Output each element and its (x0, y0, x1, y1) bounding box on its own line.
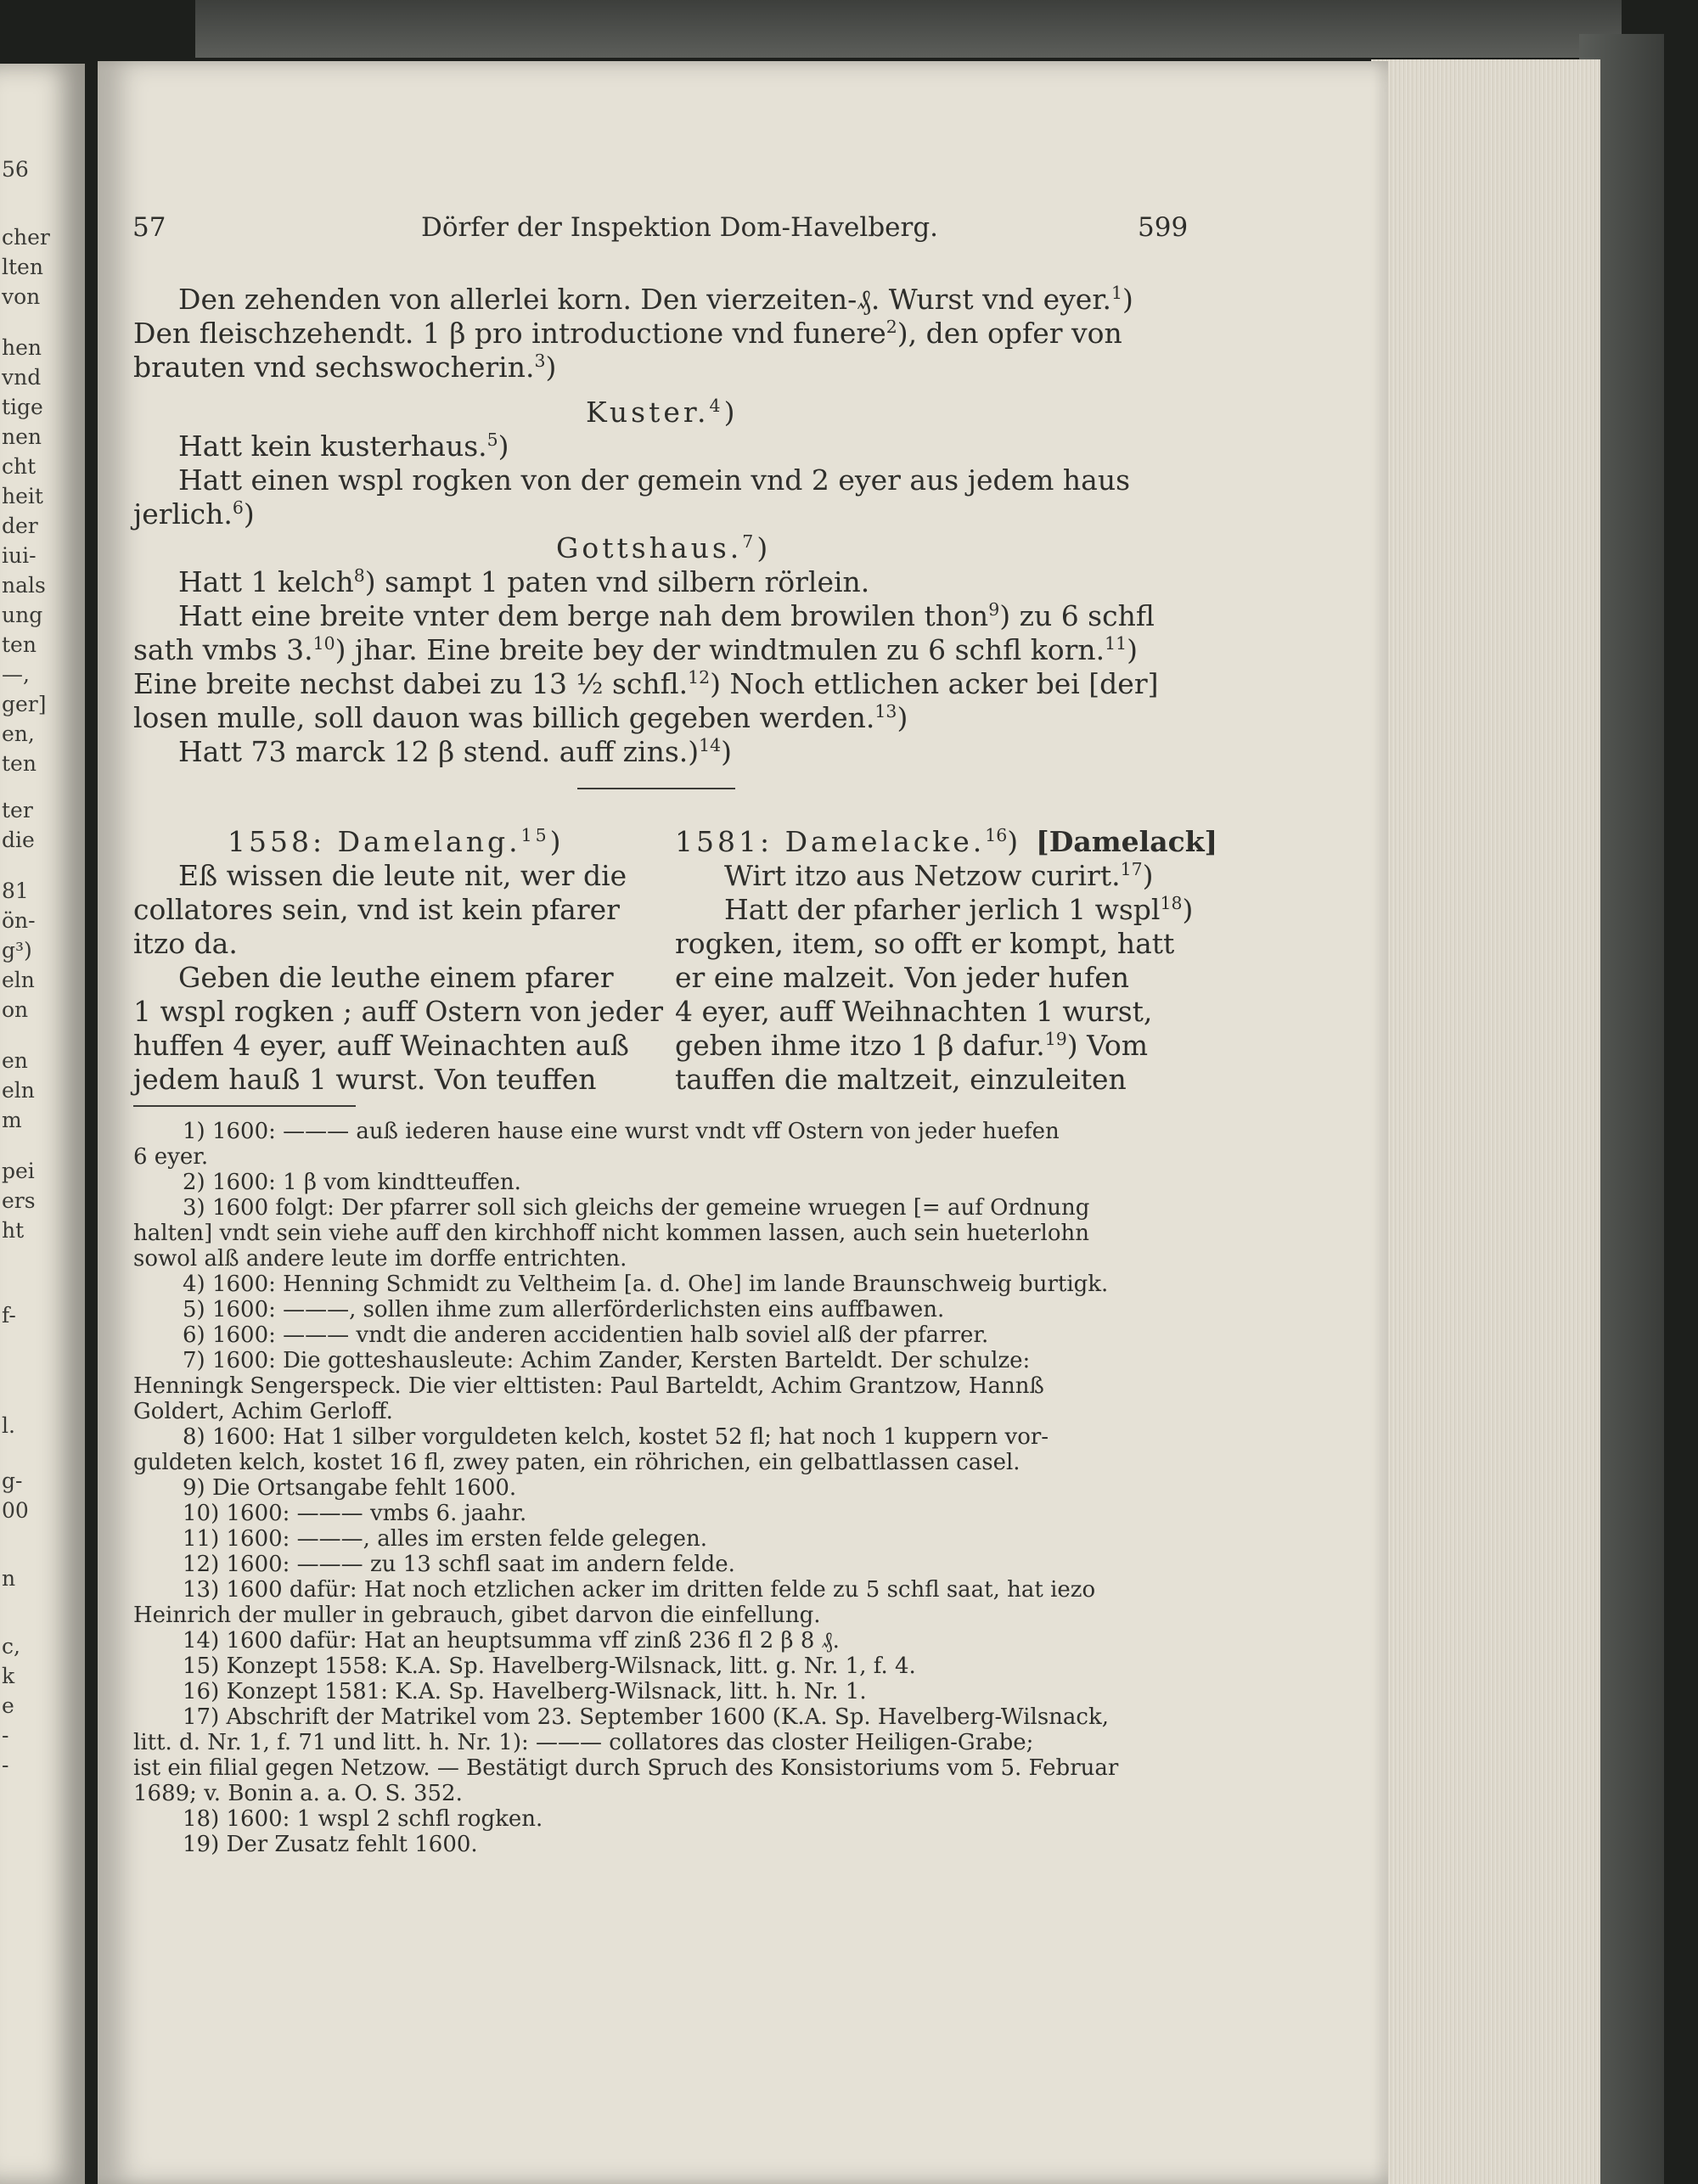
right-col-line-6 (675, 1029, 1148, 1063)
text-segment: ) sampt 1 paten vnd silbern rörlein. (364, 565, 870, 598)
text-line-11 (133, 701, 908, 735)
left-page-fragment: nals (2, 573, 46, 598)
text-segment: Hatt eine breite vnter dem berge nah dem browilen thon (178, 599, 989, 632)
left-page-fragment: iui- (2, 543, 37, 568)
left-page-fragment: - (2, 1753, 9, 1777)
left-page-fragment: ön- (2, 908, 36, 933)
text-segment: Eine breite nechst dabei zu 13 ½ schfl. (133, 667, 689, 700)
text-segment: Den zehenden von allerlei korn. Den vierzeiten- (178, 283, 857, 316)
footnote-line: 17) Abschrift der Matrikel vom 23. September 1600 (K.A. Sp. Havelberg-Wilsnack, (183, 1704, 1109, 1730)
left-page-fragment: c, (2, 1634, 20, 1659)
footnote-ref: 7 (742, 531, 757, 552)
left-col-line: huffen 4 eyer, auff Weinachten auß (133, 1029, 629, 1062)
heading-text: 1558: Damelang. (228, 825, 521, 858)
left-page-fragment: g³) (2, 938, 32, 963)
text-segment: ) (1182, 893, 1194, 926)
left-page-fragment: der (2, 514, 38, 538)
footnote-line: litt. d. Nr. 1, f. 71 und litt. h. Nr. 1): ——— collatores das closter Heiligen-Grabe; (133, 1730, 1034, 1755)
footnote-divider (133, 1105, 356, 1107)
footnote-ref: 2 (886, 317, 897, 337)
text-segment: . Wurst vnd eyer. (870, 283, 1111, 316)
left-page-fragment: die (2, 828, 35, 852)
footnote-line: 13) 1600 dafür: Hat noch etzlichen acker im dritten felde zu 5 schfl saat, hat iezo (183, 1577, 1096, 1603)
left-page-fragment: eln (2, 1078, 35, 1103)
right-col-line-3: rogken, item, so offt er kompt, hatt (675, 927, 1175, 960)
section-divider (577, 788, 735, 789)
text-segment: stend. auff zins.) (454, 735, 700, 768)
right-col-line-4: er eine malzeit. Von jeder hufen (675, 961, 1129, 994)
footnote-line: 5) 1600: ———, sollen ihme zum allerförderlichsten eins auffbawen. (183, 1297, 945, 1322)
text-segment: ) (498, 430, 509, 463)
left-page-fragment: f- (2, 1303, 16, 1328)
left-page-fragment: 56 (2, 157, 29, 182)
text-line-12 (178, 735, 732, 769)
footnote-line: halten] vndt sein viehe auff den kirchhoff nicht kommen lassen, auch sein hueterlohn (133, 1221, 1089, 1246)
text-segment: dafur. (953, 1029, 1045, 1062)
footnote-line: 6) 1600: ——— vndt die anderen accidentien halb soviel alß der pfarrer. (183, 1322, 989, 1348)
page-title: Dörfer der Inspektion Dom-Havelberg. (421, 212, 939, 243)
text-line-7 (178, 565, 869, 599)
heading-kuster (586, 396, 738, 430)
heading-gottshaus (556, 531, 771, 565)
text-segment: pro introductione vnd funere (465, 317, 886, 350)
footnote-ref: 14 (699, 735, 722, 755)
footnote-ref: 6 (232, 497, 244, 518)
text-segment: losen mulle, soll dauon was billich gegeben werden. (133, 701, 875, 734)
text-segment: ) zu 6 schfl (999, 599, 1155, 632)
left-page-fragment: e (2, 1693, 14, 1718)
text-segment: ) (1142, 859, 1154, 892)
right-col-line-2 (724, 893, 1193, 927)
footnote-line: 18) 1600: 1 wspl 2 schfl rogken. (183, 1806, 543, 1832)
footnote-ref: 16 (985, 825, 1008, 845)
left-page-fragment: cht (2, 454, 37, 479)
text-segment: Hatt 1 kelch (178, 565, 354, 598)
left-page-edge (0, 64, 85, 2184)
text-line-8 (178, 599, 1155, 633)
footnote-line: 6 eyer. (133, 1144, 209, 1170)
text-segment: ) (243, 497, 255, 531)
heading-text: Gottshaus. (556, 531, 743, 564)
footnote-ref: 13 (874, 701, 897, 721)
text-segment: ) (1007, 825, 1019, 858)
heading-1558 (228, 825, 565, 859)
right-col-line-1 (724, 859, 1153, 893)
place-name-bracket: [Damelack] (1036, 825, 1218, 858)
text-segment: ) Noch ettlichen acker bei [der] (710, 667, 1159, 700)
left-page-fragment: en (2, 1048, 28, 1073)
footnote-line: 1689; v. Bonin a. a. O. S. 352. (133, 1781, 463, 1806)
footnote-line: 2) 1600: 1 β vom kindtteuffen. (183, 1170, 521, 1195)
text-segment: sath vmbs 3. (133, 633, 313, 666)
text-line-9 (133, 633, 1138, 667)
footnote-ref: 10 (312, 633, 335, 654)
schilling-sign: β (449, 317, 466, 350)
left-page-fragment: nen (2, 424, 42, 449)
footnote-ref: 3 (534, 351, 546, 371)
footnote-ref: 4 (709, 396, 724, 416)
left-page-fragment: on (2, 997, 29, 1022)
footnote-ref: 1 (1110, 283, 1122, 303)
text-line-4 (178, 430, 509, 463)
footnote-line: 3) 1600 folgt: Der pfarrer soll sich gleichs der gemeine wruegen [= auf Ordnung (183, 1195, 1090, 1221)
footnote-ref: 12 (688, 667, 711, 688)
text-segment: ) (1122, 283, 1133, 316)
text-segment: brauten vnd sechswocherin. (133, 351, 535, 384)
text-segment: ) (723, 396, 739, 429)
footnote-line: 14) 1600 dafür: Hat an heuptsumma vff zinß 236 fl 2 β 8 ₰. (183, 1628, 840, 1653)
footnote-line: guldeten kelch, kostet 16 fl, zwey paten, ein röhrichen, ein gelbattlassen casel. (133, 1450, 1020, 1475)
page-edges (1371, 59, 1600, 2184)
left-col-line: Eß wissen die leute nit, wer die (178, 859, 627, 892)
left-page-fragment: n (2, 1566, 16, 1591)
heading-text: Kuster. (586, 396, 710, 429)
footnote-line: sowol alß andere leute im dorffe entrichten. (133, 1246, 627, 1272)
book-cover-top (195, 0, 1622, 58)
footnote-line: 11) 1600: ———, alles im ersten felde gelegen. (183, 1526, 707, 1552)
footnote-line: Goldert, Achim Gerloff. (133, 1399, 393, 1424)
pfennig-sign: ₰ (857, 283, 871, 316)
left-page-fragment: ers (2, 1188, 36, 1213)
left-page-fragment: —, (2, 662, 30, 687)
left-page-fragment: m (2, 1108, 22, 1132)
footnote-ref: 19 (1044, 1029, 1067, 1049)
text-line-5: Hatt einen wspl rogken von der gemein vnd 2 eyer aus jedem haus (178, 463, 1131, 497)
left-page-fragment: l. (2, 1413, 15, 1438)
schilling-sign: β (438, 735, 455, 768)
right-col-line-7: tauffen die maltzeit, einzuleiten (675, 1063, 1127, 1096)
text-segment: ) Vom (1066, 1029, 1149, 1062)
text-line-3 (133, 351, 556, 385)
footnote-line: 16) Konzept 1581: K.A. Sp. Havelberg-Wilsnack, litt. h. Nr. 1. (183, 1679, 867, 1704)
left-page-fragment: - (2, 1723, 9, 1748)
left-page-fragment: cher (2, 225, 50, 250)
left-page-fragment: heit (2, 484, 43, 508)
left-page-fragment: 81 (2, 879, 29, 903)
text-segment: ) jhar. Eine breite bey der windtmulen zu 6 schfl korn. (335, 633, 1105, 666)
left-col-line: collatores sein, vnd ist kein pfarer (133, 893, 620, 926)
footnote-ref: 5 (486, 430, 498, 450)
left-col-line: itzo da. (133, 927, 238, 960)
text-segment: ) (756, 531, 772, 564)
footnote-ref: 11 (1105, 633, 1127, 654)
footnote-ref: 9 (988, 599, 1000, 620)
footnote-line: 8) 1600: Hat 1 silber vorguldeten kelch, kostet 52 fl; hat noch 1 kuppern vor- (183, 1424, 1049, 1450)
footnote-line: 7) 1600: Die gotteshausleute: Achim Zander, Kersten Barteldt. Der schulze: (183, 1348, 1031, 1373)
page-number: 599 (1138, 212, 1189, 243)
footnote-ref: 17 (1120, 859, 1143, 879)
left-page-fragment: vnd (2, 365, 42, 390)
left-col-line: 1 wspl rogken ; auff Ostern von jeder (133, 995, 664, 1028)
text-line-10 (133, 667, 1158, 701)
left-col-line: jedem hauß 1 wurst. Von teuffen (133, 1063, 597, 1096)
left-page-fragment: tige (2, 395, 43, 419)
left-col-line: Geben die leuthe einem pfarer (178, 961, 614, 994)
text-segment: ) (549, 825, 565, 858)
footnote-ref: 15 (520, 825, 550, 845)
left-page-fragment: eln (2, 968, 35, 992)
footnote-line: 1) 1600: ——— auß iederen hause eine wurst vndt vff Ostern von jeder huefen (183, 1119, 1060, 1144)
left-page-fragment: von (2, 284, 41, 309)
text-line-2 (133, 317, 1122, 351)
text-segment: jerlich. (133, 497, 233, 531)
text-line-1 (178, 283, 1133, 317)
right-col-line-5: 4 eyer, auff Weihnachten 1 wurst, (675, 995, 1153, 1028)
heading-1581 (675, 825, 1217, 859)
footnote-line: 10) 1600: ——— vmbs 6. jaahr. (183, 1501, 527, 1526)
text-line-6 (133, 497, 255, 531)
footnote-line: Heinrich der muller in gebrauch, gibet darvon die einfellung. (133, 1603, 821, 1628)
text-segment: Den fleischzehendt. 1 (133, 317, 450, 350)
header-left-number: 57 (132, 212, 166, 243)
heading-text: 1581: Damelacke. (675, 825, 986, 858)
left-page-fragment: k (2, 1664, 15, 1688)
left-page-fragment: ten (2, 632, 37, 657)
text-segment: Hatt der pfarher jerlich 1 wspl (724, 893, 1161, 926)
text-segment: ), den opfer von (897, 317, 1122, 350)
footnote-ref: 8 (353, 565, 365, 586)
left-page-fragment: en, (2, 721, 35, 746)
left-page-fragment: ter (2, 798, 33, 823)
left-page-fragment: g- (2, 1468, 23, 1493)
left-page-fragment: pei (2, 1159, 35, 1183)
footnote-line: 4) 1600: Henning Schmidt zu Veltheim [a. d. Ohe] im lande Braunschweig burtigk. (183, 1272, 1109, 1297)
text-segment: ) (897, 701, 908, 734)
footnote-line: 19) Der Zusatz fehlt 1600. (183, 1832, 478, 1857)
text-segment: ) (1127, 633, 1139, 666)
left-page-fragment: ht (2, 1218, 25, 1243)
footnote-ref: 18 (1160, 893, 1183, 913)
text-segment: Wirt itzo aus Netzow curirt. (724, 859, 1121, 892)
text-segment: geben ihme itzo 1 (675, 1029, 938, 1062)
text-segment: Hatt kein kusterhaus. (178, 430, 487, 463)
text-segment: ) (721, 735, 733, 768)
left-page-fragment: ten (2, 751, 37, 776)
schilling-sign: β (937, 1029, 954, 1062)
left-page-fragment: 00 (2, 1498, 29, 1523)
footnote-line: Henningk Sengerspeck. Die vier elttisten: Paul Barteldt, Achim Grantzow, Hannß (133, 1373, 1044, 1399)
left-page-fragment: lten (2, 255, 43, 279)
footnote-line: 9) Die Ortsangabe fehlt 1600. (183, 1475, 517, 1501)
left-page-fragment: ger] (2, 692, 47, 716)
text-segment: ) (545, 351, 557, 384)
text-segment: Hatt 73 marck 12 (178, 735, 439, 768)
left-page-fragment: hen (2, 335, 42, 360)
footnote-line: 12) 1600: ——— zu 13 schfl saat im andern felde. (183, 1552, 735, 1577)
footnote-line: 15) Konzept 1558: K.A. Sp. Havelberg-Wilsnack, litt. g. Nr. 1, f. 4. (183, 1653, 916, 1679)
footnote-line: ist ein filial gegen Netzow. — Bestätigt durch Spruch des Konsistoriums vom 5. Februar (133, 1755, 1119, 1781)
left-page-fragment: ung (2, 603, 43, 627)
